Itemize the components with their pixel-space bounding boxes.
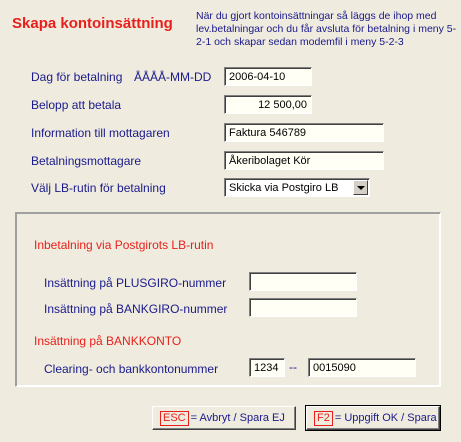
payment-date-label: Dag för betalning — [31, 70, 123, 84]
chevron-down-icon[interactable] — [353, 180, 368, 195]
clearing-label: Clearing- och bankkontonummer — [44, 362, 219, 376]
bankgiro-field[interactable] — [249, 298, 357, 317]
f2-key-badge: F2 — [314, 411, 333, 426]
payment-date-field[interactable]: 2006-04-10 — [224, 67, 312, 86]
amount-label: Belopp att betala — [31, 98, 122, 112]
page-title: Skapa kontoinsättning — [12, 15, 173, 32]
clearing-separator: -- — [289, 360, 297, 374]
lb-routine-label: Välj LB-rutin för betalning — [31, 181, 166, 195]
esc-key-badge: ESC — [160, 411, 189, 426]
account-number-field[interactable]: 0015090 — [308, 358, 416, 377]
plusgiro-label: Insättning på PLUSGIRO-nummer — [44, 276, 227, 290]
info-to-recipient-label: Information till mottagaren — [31, 126, 170, 140]
info-text: När du gjort kontoinsättningar så läggs de ihop med lev.betalningar och du får avsluta för betalning i meny 5-2-1 och skapar sedan modemfil i meny 5-2-3 — [196, 10, 457, 48]
ok-button-label: = Uppgift OK / Spara — [334, 412, 437, 424]
recipient-label: Betalningsmottagare — [31, 154, 142, 168]
plusgiro-field[interactable] — [249, 272, 357, 291]
bankgiro-label: Insättning på BANKGIRO-nummer — [44, 302, 228, 316]
ok-button[interactable] — [306, 406, 440, 430]
date-format-hint: ÅÅÅÅ-MM-DD — [134, 70, 212, 84]
postgiro-section-heading: Inbetalning via Postgirots LB-rutin — [34, 238, 214, 252]
amount-field[interactable]: 12 500,00 — [224, 95, 312, 114]
bankkonto-heading: Insättning på BANKKONTO — [34, 334, 182, 348]
cancel-button-label: = Avbryt / Spara EJ — [190, 412, 285, 424]
cancel-button[interactable] — [152, 406, 296, 430]
lb-routine-select[interactable] — [224, 178, 370, 197]
recipient-field[interactable]: Åkeribolaget Kör — [224, 151, 384, 170]
info-to-recipient-field[interactable]: Faktura 546789 — [224, 123, 384, 142]
clearing-number-field[interactable]: 1234 — [249, 358, 285, 377]
lb-routine-selected: Skicka via Postgiro LB — [229, 182, 339, 194]
